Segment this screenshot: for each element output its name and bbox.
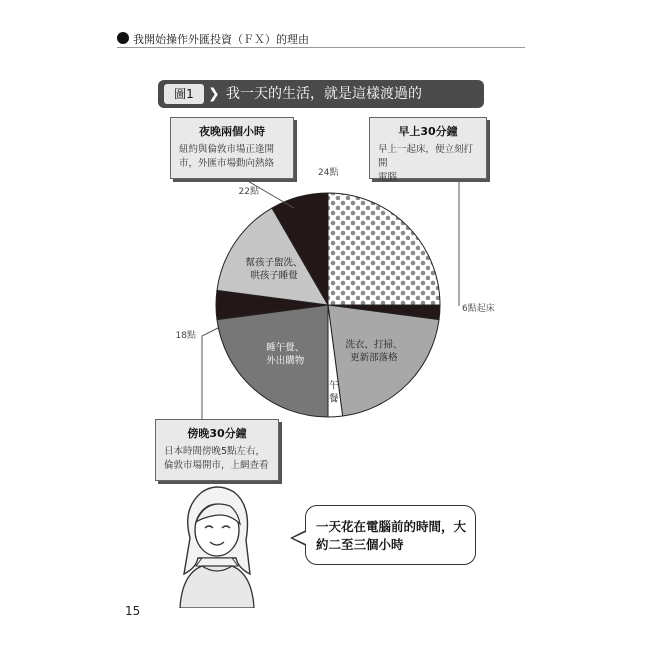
callout-night-body: 紐約與倫敦市場正逢開 市，外匯市場動向熱絡 bbox=[179, 144, 275, 169]
callout-morning-thirty-minutes bbox=[369, 117, 487, 183]
page-number: 15 bbox=[125, 604, 141, 618]
time-label-1: 22點 bbox=[238, 186, 259, 197]
callout-night-title: 夜晚兩個小時 bbox=[199, 125, 265, 138]
time-label-0: 24點 bbox=[318, 168, 339, 178]
leader-line-evening bbox=[202, 328, 218, 419]
woman-avatar-illustration bbox=[172, 478, 262, 608]
pie-slice-label-3: 午餐 bbox=[328, 380, 339, 405]
header-text: 我開始操作外匯投資（ＦＸ）的理由 bbox=[133, 33, 309, 46]
callout-evening-thirty-minutes bbox=[155, 419, 279, 481]
time-label-2: 18點 bbox=[175, 331, 196, 341]
callout-evening-title: 傍晚30分鐘 bbox=[187, 427, 247, 440]
speech-text: 一天花在電腦前的時間，大約二至三個小時 bbox=[316, 519, 467, 552]
speech-bubble bbox=[305, 505, 476, 565]
time-label-3: 6點起床 bbox=[462, 304, 495, 314]
pie-slice-label-2: 洗衣、打掃、更新部落格 bbox=[345, 339, 403, 364]
callout-evening-body: 日本時間傍晚5點左右， 倫敦市場開市，上網查看 bbox=[164, 446, 269, 471]
callout-morning-body: 早上一起床，便立刻打開 電腦 bbox=[378, 144, 474, 183]
callout-night-two-hours bbox=[170, 117, 294, 179]
figure-title: 我一天的生活，就是這樣渡過的 bbox=[226, 86, 422, 102]
pie-slice-label-6: 幫孩子盥洗、哄孩子睡覺 bbox=[245, 257, 303, 282]
pie-slice-0 bbox=[328, 193, 440, 305]
chevron-right-icon: ❯ bbox=[208, 86, 220, 102]
callout-morning-title: 早上30分鐘 bbox=[398, 125, 458, 138]
pie-slice-label-4: 睡午覺、外出購物 bbox=[266, 342, 305, 367]
figure-label: 圖1 bbox=[164, 84, 204, 104]
